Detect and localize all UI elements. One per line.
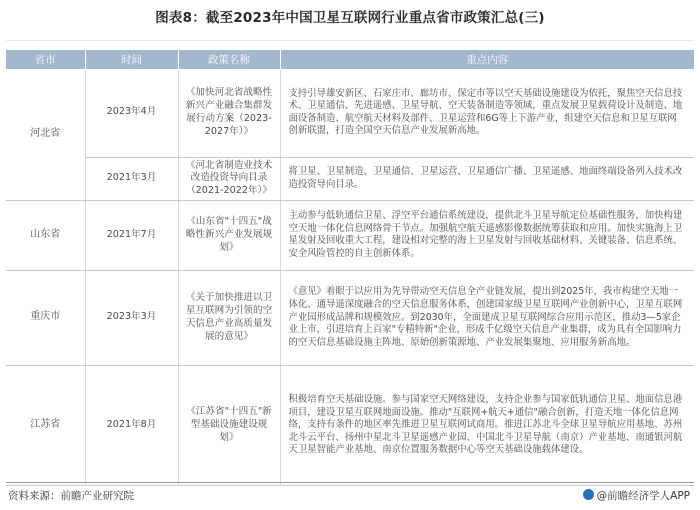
table-row	[6, 365, 694, 485]
policy-table	[6, 50, 694, 486]
policy-cell: 《关于加快推进以卫星互联网为引领的空天信息产业高质量发展的意见》	[178, 270, 280, 365]
province-cell: 河北省	[6, 69, 85, 200]
bottom-divider	[6, 482, 694, 483]
province-cell: 山东省	[6, 200, 85, 270]
table-row	[6, 69, 694, 157]
top-divider	[6, 40, 694, 41]
content-cell: 主动参与低轨通信卫星、浮空平台通信系统建设，提供北斗卫星导航定位基础性服务，加快构建空天地一体化信息网络骨干节点。加强航空航天遥感影像数据统筹获取和应用。加快实施海上卫星发射及回收重大工程，建设相对完整的海上卫星发射与回收基础材料、关键装备、信息系统、安全风险管控的自主创新体系。	[280, 200, 694, 270]
content-cell: 积极培育空天基础设施。参与国家空天网络建设，支持企业参与国家低轨通信卫星、地面信息港项目，建设卫星互联网地面设施。推动"互联网+航天+通信"融合创新，打造天地一体化信息网络，支持有条件的地区率先推进卫星互联网试商用。推进江苏北斗全球卫星导航应用基地、苏州北斗云平台、扬州中星北斗卫星遥感产业园、中国北斗卫星导航（南京）产业基地、南通银河航天卫星智能产业基地、南京位置服务数据中心等空天基础设施载体建设。	[280, 365, 694, 485]
brand-credit	[583, 488, 690, 503]
content-cell: 支持引导雄安新区、石家庄市、廊坊市、保定市等以空天基础设施建设为依托，聚焦空天信息技术、卫星通信、先进遥感、卫星导航、空天装备制造等领域，重点发展卫星载荷设计及制造、地面设备制造、航空航天材料及部件、卫星运营和6G等上下游产业，组建空天信息和卫星互联网创新联盟，打造全国空天信息产业发展新高地。	[280, 69, 694, 157]
header-policy-name: 政策名称	[178, 50, 280, 69]
province-cell: 江苏省	[6, 365, 85, 485]
header-key-content: 重点内容	[280, 50, 694, 69]
content-cell: 《意见》着眼于以应用为先导带动空天信息全产业链发展，提出到2025年，我市构建空天地一体化、通导遥深度融合的空天信息服务体系，创建国家级卫星互联网产业创新中心，卫星互联网产业园形成品牌和规模效应。到2030年，全面建成卫星互联网综合应用示范区，推动3—5家企业上市，引进培育上百家"专精特新"企业，形成千亿级空天信息产业集群，成为具有全国影响力的空天信息基础设施主阵地、原始创新策源地、产业发展集聚地、应用服务新高地。	[280, 270, 694, 365]
table-row	[6, 270, 694, 365]
policy-cell: 《山东省"十四五"战略性新兴产业发展规划》	[178, 200, 280, 270]
brand-label: @前瞻经济学人APP	[596, 490, 690, 502]
date-cell: 2023年4月	[85, 69, 178, 157]
province-cell: 重庆市	[6, 270, 85, 365]
header-date: 时间	[85, 50, 178, 69]
page-title: 图表8：截至2023年中国卫星互联网行业重点省市政策汇总(三)	[155, 10, 545, 26]
source-note: 资料来源：前瞻产业研究院	[8, 490, 134, 502]
policy-table-container	[6, 50, 694, 486]
date-cell: 2021年8月	[85, 365, 178, 485]
header-province: 省市	[6, 50, 85, 69]
policy-cell: 《江苏省"十四五"新型基础设施建设规划》	[178, 365, 280, 485]
policy-cell: 《加快河北省战略性新兴产业融合集群发展行动方案（2023-2027年）》	[178, 69, 280, 157]
table-row	[6, 157, 694, 200]
date-cell: 2021年3月	[85, 157, 178, 200]
table-header-row	[6, 50, 694, 69]
brand-logo-icon	[583, 489, 594, 500]
date-cell: 2021年7月	[85, 200, 178, 270]
policy-cell: 《河北省制造业技术改造投资导向目录（2021-2022年）》	[178, 157, 280, 200]
date-cell: 2023年3月	[85, 270, 178, 365]
table-row	[6, 200, 694, 270]
content-cell: 将卫星、卫星制造、卫星通信、卫星运营、卫星通信广播、卫星遥感、地面终端设备列入技术改造投资导向目录。	[280, 157, 694, 200]
